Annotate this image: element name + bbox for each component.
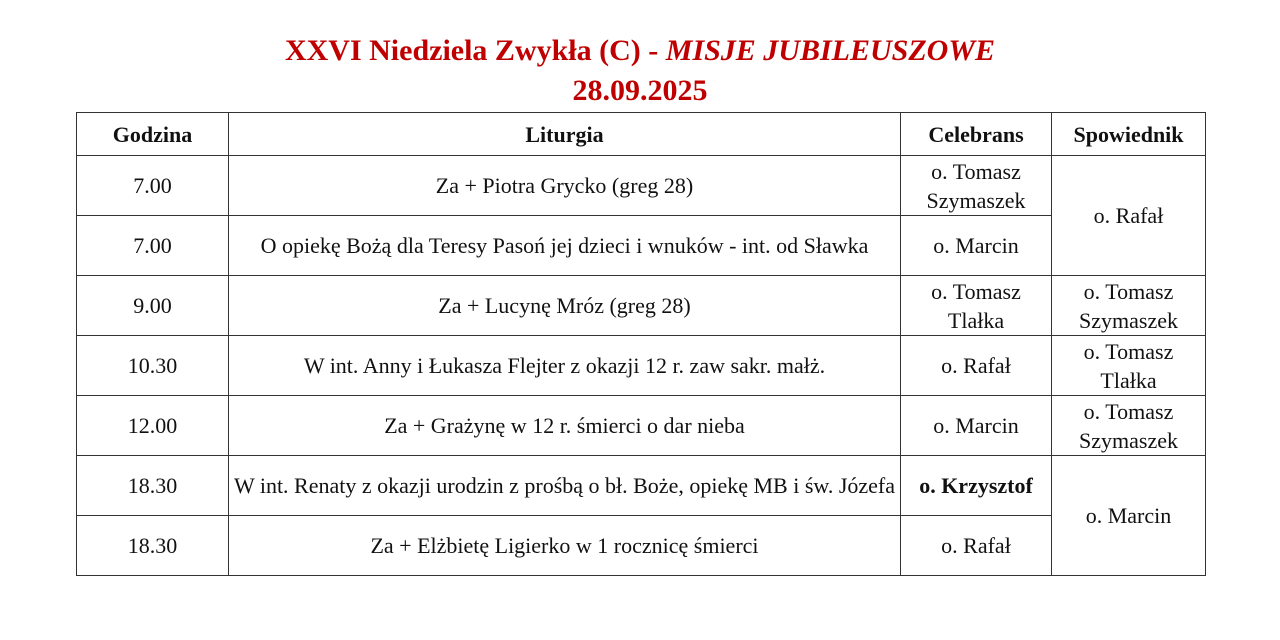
time-cell: 10.30 [77,336,229,396]
title-italic: MISJE JUBILEUSZOWE [665,34,996,67]
confessor-cell: o. Tomasz Szymaszek [1052,276,1206,336]
confessor-cell: o. Tomasz Tlałka [1052,336,1206,396]
title-main: XXVI Niedziela Zwykła (C) - [284,34,666,67]
page-date: 28.09.2025 [572,74,708,107]
table-row [77,156,1206,216]
liturgy-cell: Za + Piotra Grycko (greg 28) [229,156,901,216]
table-row [77,276,1206,336]
table-row [77,336,1206,396]
liturgy-cell: W int. Anny i Łukasza Flejter z okazji 12 r. zaw sakr. małż. [229,336,901,396]
time-cell: 18.30 [77,456,229,516]
liturgy-cell: Za + Grażynę w 12 r. śmierci o dar nieba [229,396,901,456]
liturgy-cell: Za + Elżbietę Ligierko w 1 rocznicę śmierci [229,516,901,576]
header-liturgia: Liturgia [229,113,901,156]
celebrant-cell: o. Tomasz Tlałka [901,276,1052,336]
time-cell: 7.00 [77,156,229,216]
mass-schedule-table [76,112,1206,576]
table-header-row [77,113,1206,156]
celebrant-cell: o. Tomasz Szymaszek [901,156,1052,216]
header-celebrans: Celebrans [901,113,1052,156]
celebrant-cell: o. Rafał [901,336,1052,396]
table-row [77,456,1206,516]
celebrant-cell: o. Marcin [901,216,1052,276]
liturgy-cell: W int. Renaty z okazji urodzin z prośbą o bł. Boże, opiekę MB i św. Józefa [229,456,901,516]
celebrant-cell: o. Rafał [901,516,1052,576]
liturgy-cell: Za + Lucynę Mróz (greg 28) [229,276,901,336]
confessor-cell: o. Marcin [1052,456,1206,576]
confessor-cell: o. Rafał [1052,156,1206,276]
time-cell: 12.00 [77,396,229,456]
confessor-cell: o. Tomasz Szymaszek [1052,396,1206,456]
header-spowiednik: Spowiednik [1052,113,1206,156]
time-cell: 9.00 [77,276,229,336]
liturgy-cell: O opiekę Bożą dla Teresy Pasoń jej dzieci i wnuków - int. od Sławka [229,216,901,276]
table-row [77,396,1206,456]
table-row [77,216,1206,276]
table-row [77,516,1206,576]
time-cell: 18.30 [77,516,229,576]
header-godzina: Godzina [77,113,229,156]
page-title [0,33,1280,69]
celebrant-cell: o. Marcin [901,396,1052,456]
time-cell: 7.00 [77,216,229,276]
celebrant-cell: o. Krzysztof [901,456,1052,516]
